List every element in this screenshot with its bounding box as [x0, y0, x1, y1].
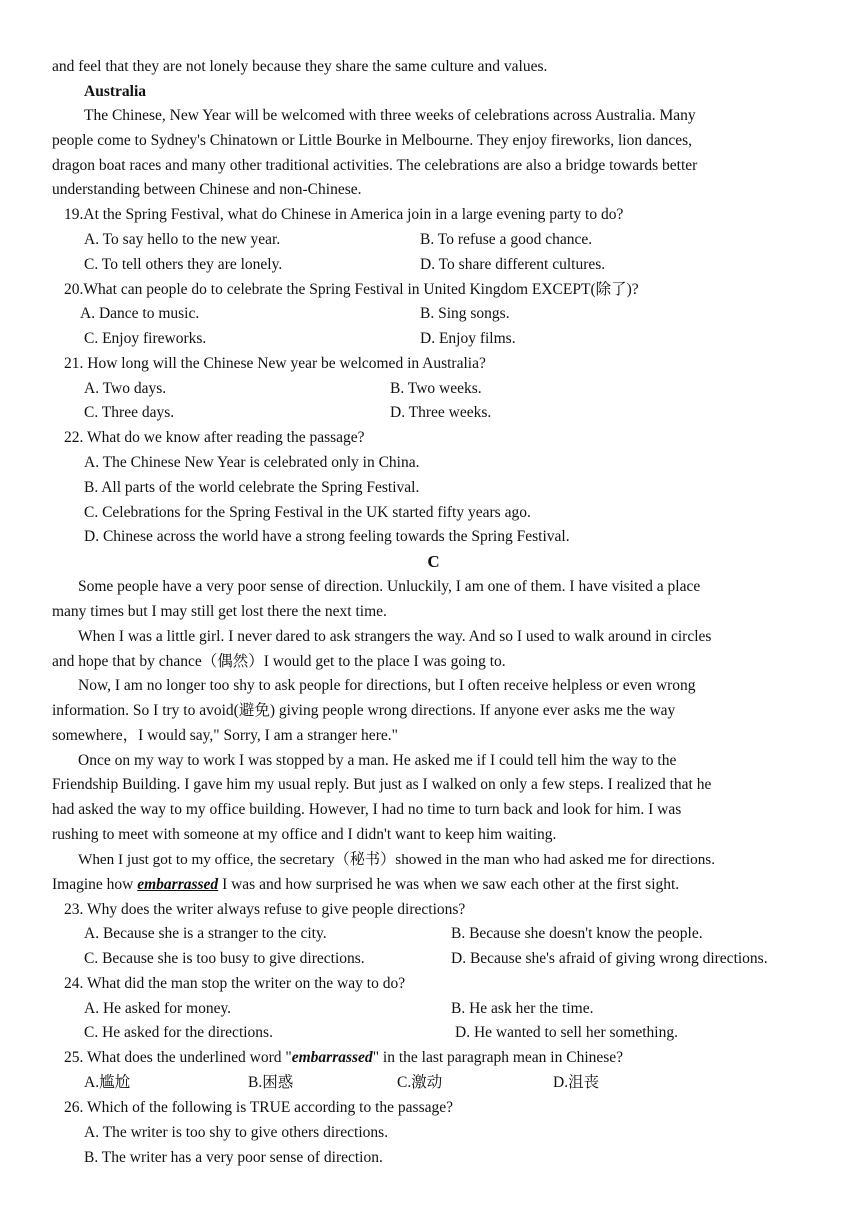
question-22-option-c: C. Celebrations for the Spring Festival in the UK started fifty years ago. — [84, 504, 531, 521]
question-23-option-b: B. Because she doesn't know the people. — [451, 925, 703, 942]
passage-c-text: I was and how surprised he was when we saw each other at the first sight. — [218, 876, 680, 893]
question-21-option-c: C. Three days. — [84, 404, 175, 421]
question-23-option-a: A. Because she is a stranger to the city. — [84, 925, 327, 942]
question-24-stem: 24. What did the man stop the writer on the way to do? — [64, 975, 406, 992]
question-26-stem: 26. Which of the following is TRUE according to the passage? — [64, 1099, 453, 1116]
question-24-option-d: D. He wanted to sell her something. — [455, 1024, 678, 1041]
question-22-option-a: A. The Chinese New Year is celebrated only in China. — [84, 454, 420, 471]
question-25-stem-text: " in the last paragraph mean in Chinese? — [372, 1049, 624, 1066]
question-25-option-c: C.激动 — [397, 1074, 443, 1091]
passage-c-line: Some people have a very poor sense of direction. Unluckily, I am one of them. I have visited a place — [78, 578, 701, 595]
question-23-option-c: C. Because she is too busy to give directions. — [84, 950, 365, 967]
passage-c-line: and hope that by chance（偶然）I would get to the place I was going to. — [52, 653, 506, 670]
question-21-option-a: A. Two days. — [84, 380, 167, 397]
australia-heading: Australia — [84, 83, 146, 100]
australia-paragraph-line: dragon boat races and many other traditional activities. The celebrations are also a bridge towards better — [52, 157, 698, 174]
passage-c-line: information. So I try to avoid(避免) giving people wrong directions. If anyone ever asks me the way — [52, 702, 676, 719]
australia-paragraph-line: people come to Sydney's Chinatown or Little Bourke in Melbourne. They enjoy fireworks, lion dances, — [52, 132, 693, 149]
passage-c-line: When I was a little girl. I never dared to ask strangers the way. And so I used to walk around in circles — [78, 628, 712, 645]
question-20-option-a: A. Dance to music. — [80, 305, 200, 322]
passage-c-line: Once on my way to work I was stopped by a man. He asked me if I could tell him the way to the — [78, 752, 677, 769]
passage-c-line: Friendship Building. I gave him my usual reply. But just as I walked on only a few steps. I realized that he — [52, 776, 712, 793]
passage-c-text: Imagine how — [52, 876, 138, 893]
australia-paragraph-line: The Chinese, New Year will be welcomed with three weeks of celebrations across Australia. Many — [84, 107, 696, 124]
question-19-option-b: B. To refuse a good chance. — [420, 231, 593, 248]
question-22-option-d: D. Chinese across the world have a strong feeling towards the Spring Festival. — [84, 528, 570, 545]
question-23-option-d: D. Because she's afraid of giving wrong directions. — [451, 950, 768, 967]
question-20-option-d: D. Enjoy films. — [420, 330, 516, 347]
question-24-option-a: A. He asked for money. — [84, 1000, 232, 1017]
question-25-stem-text: 25. What does the underlined word " — [64, 1049, 292, 1066]
question-23-stem: 23. Why does the writer always refuse to give people directions? — [64, 901, 466, 918]
question-25-stem — [64, 1047, 623, 1069]
question-20-stem: 20.What can people do to celebrate the Spring Festival in United Kingdom EXCEPT(除了)? — [64, 281, 639, 298]
question-25-option-d: D.沮丧 — [553, 1074, 600, 1091]
question-25-option-b: B.困惑 — [248, 1074, 294, 1091]
question-21-option-b: B. Two weeks. — [390, 380, 482, 397]
section-c-heading: C — [427, 552, 440, 571]
passage-b-last-line: and feel that they are not lonely because they share the same culture and values. — [52, 58, 548, 75]
underlined-word-embarrassed: embarrassed — [137, 876, 219, 893]
question-19-option-d: D. To share different cultures. — [420, 256, 606, 273]
passage-c-line: When I just got to my office, the secretary（秘书）showed in the man who had asked me for directions. — [78, 851, 716, 868]
passage-c-line: somewhere，I would say," Sorry, I am a stranger here." — [52, 727, 398, 744]
question-26-option-b: B. The writer has a very poor sense of direction. — [84, 1149, 383, 1166]
question-26-option-a: A. The writer is too shy to give others directions. — [84, 1124, 389, 1141]
question-24-option-c: C. He asked for the directions. — [84, 1024, 273, 1041]
passage-c-line: rushing to meet with someone at my office and I didn't want to keep him waiting. — [52, 826, 557, 843]
question-21-option-d: D. Three weeks. — [390, 404, 492, 421]
question-20-option-b: B. Sing songs. — [420, 305, 510, 322]
question-21-stem: 21. How long will the Chinese New year be welcomed in Australia? — [64, 355, 486, 372]
question-24-option-b: B. He ask her the time. — [451, 1000, 594, 1017]
question-25-option-a: A.尴尬 — [84, 1074, 131, 1091]
question-19-stem: 19.At the Spring Festival, what do Chinese in America join in a large evening party to do? — [64, 206, 624, 223]
australia-paragraph-line: understanding between Chinese and non-Chinese. — [52, 181, 362, 198]
passage-c-line: many times but I may still get lost there the next time. — [52, 603, 387, 620]
passage-c-line: had asked the way to my office building. However, I had no time to turn back and look for him. I was — [52, 801, 682, 818]
question-19-option-a: A. To say hello to the new year. — [84, 231, 281, 248]
question-22-stem: 22. What do we know after reading the passage? — [64, 429, 365, 446]
question-19-option-c: C. To tell others they are lonely. — [84, 256, 283, 273]
question-22-option-b: B. All parts of the world celebrate the Spring Festival. — [84, 479, 420, 496]
question-25-word: embarrassed — [291, 1049, 373, 1066]
passage-c-line: Now, I am no longer too shy to ask people for directions, but I often receive helpless or even wrong — [78, 677, 696, 694]
question-20-option-c: C. Enjoy fireworks. — [84, 330, 207, 347]
passage-c-line — [52, 874, 679, 896]
